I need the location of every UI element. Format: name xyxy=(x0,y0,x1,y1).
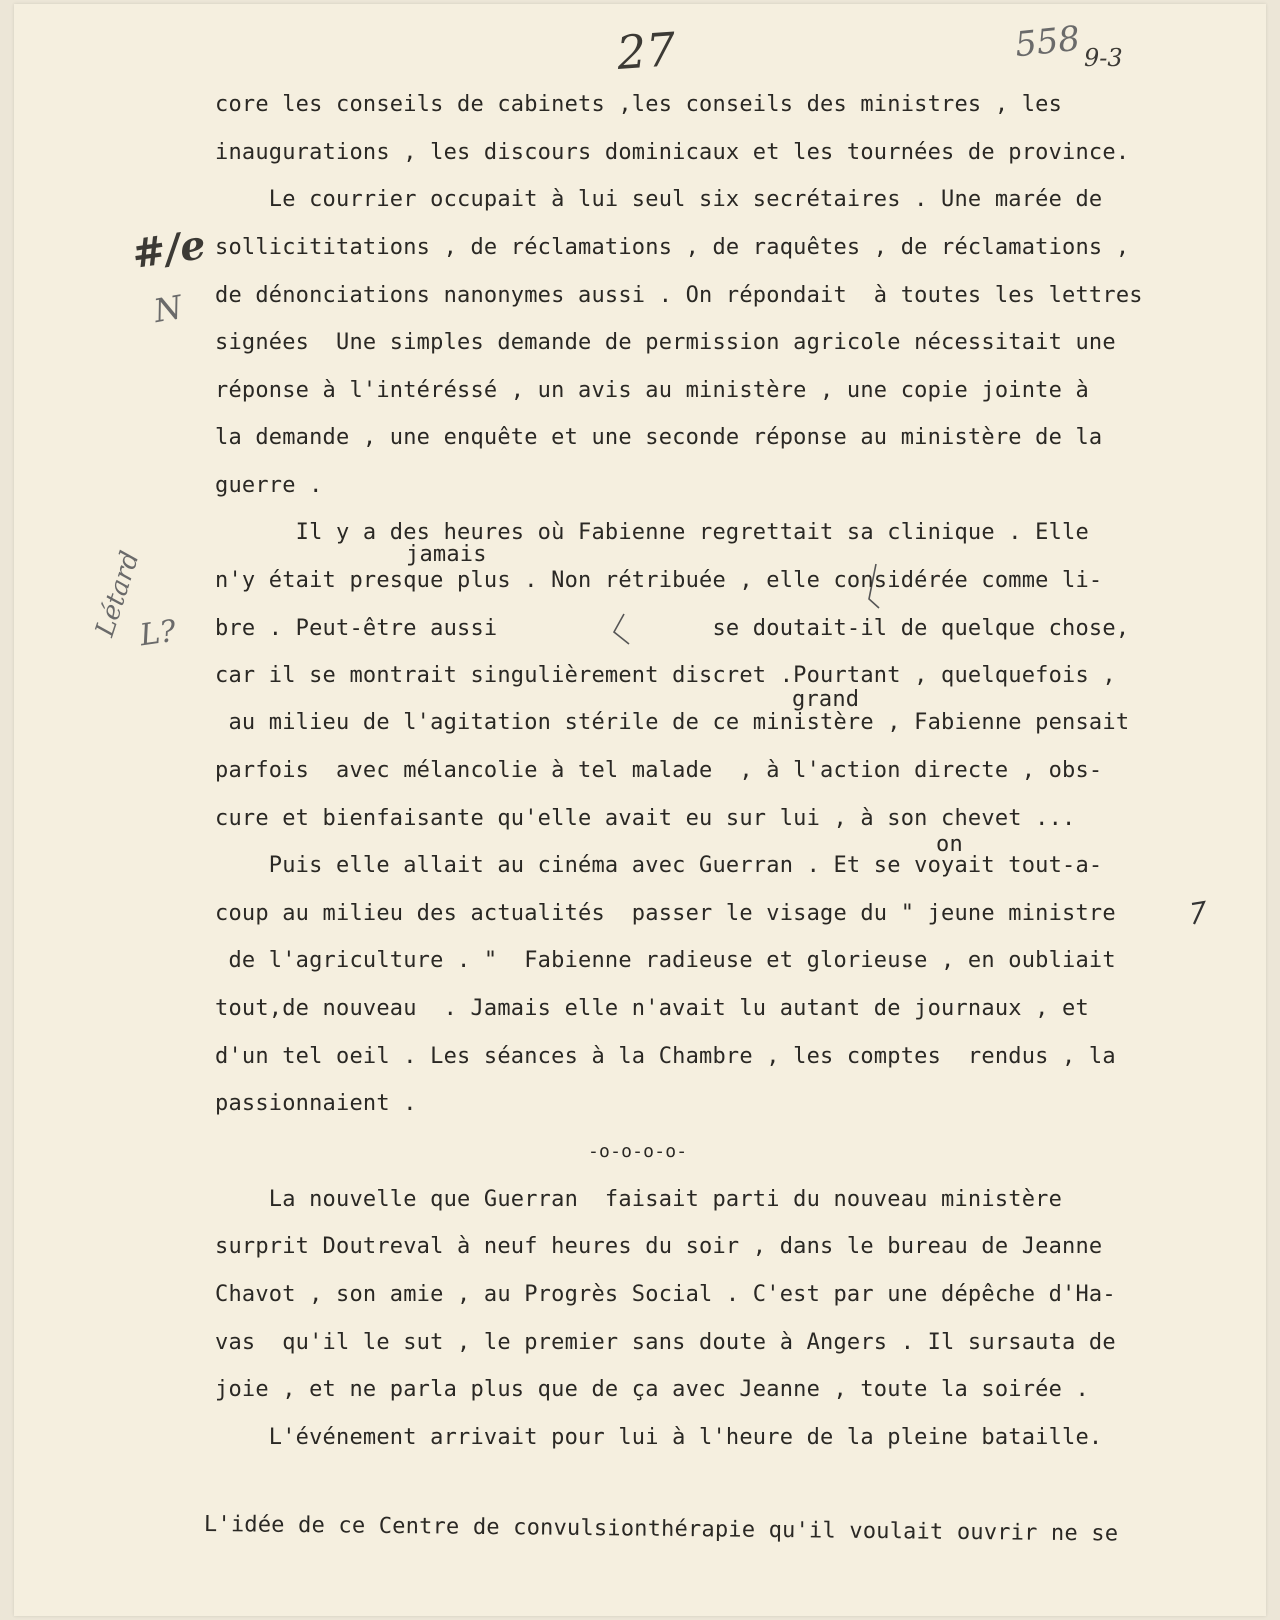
text-line: L'idée de ce Centre de convulsionthérapie qu'il voulait ouvrir ne se xyxy=(203,1512,1119,1547)
text-line: signées Une simples demande de permission agricole nécessitait une xyxy=(215,330,1116,355)
text-line: la demande , une enquête et une seconde réponse au ministère de la xyxy=(215,425,1103,450)
margin-note-typo-mark: #/e xyxy=(129,221,209,278)
section-separator: -o-o-o-o- xyxy=(588,1141,688,1162)
text-line: passionnaient . xyxy=(215,1091,417,1116)
handwritten-page-number: 27 xyxy=(615,22,678,80)
text-line: bre . Peut-être aussi se doutait-il de quelque chose, xyxy=(215,616,1130,641)
text-line: guerre . xyxy=(215,473,323,498)
text-line: core les conseils de cabinets ,les conseils des ministres , les xyxy=(215,92,1063,117)
text-line: Puis elle allait au cinéma avec Guerran . Et se voyait tout-a- xyxy=(215,853,1103,878)
text-line: Il y a des heures où Fabienne regrettait sa clinique . Elle xyxy=(215,520,1089,545)
margin-note-letard: Létard xyxy=(90,547,146,641)
text-line: coup au milieu des actualités passer le visage du " jeune ministre xyxy=(215,901,1116,926)
text-line: car il se montrait singulièrement discret .Pourtant , quelquefois , xyxy=(215,663,1116,688)
text-line: au milieu de l'agitation stérile de ce ministère , Fabienne pensait xyxy=(215,710,1130,735)
interlinear-on: on xyxy=(936,832,963,857)
text-line: Chavot , son amie , au Progrès Social . C'est par une dépêche d'Ha- xyxy=(215,1282,1116,1307)
text-line: Le courrier occupait à lui seul six secrétaires . Une marée de xyxy=(215,187,1103,212)
interlinear-jamais: jamais xyxy=(406,542,487,567)
text-line: d'un tel oeil . Les séances à la Chambre , les comptes rendus , la xyxy=(215,1044,1116,1069)
text-line: tout,de nouveau . Jamais elle n'avait lu autant de journaux , et xyxy=(215,996,1089,1021)
text-line: cure et bienfaisante qu'elle avait eu sur lui , à son chevet ... xyxy=(215,806,1076,831)
typed-page xyxy=(14,4,1266,1616)
margin-note-n: N xyxy=(150,287,186,331)
text-line: joie , et ne parla plus que de ça avec Jeanne , toute la soirée . xyxy=(215,1377,1089,1402)
text-line: parfois avec mélancolie à tel malade , à l'action directe , obs- xyxy=(215,758,1103,783)
text-line: sollicititations , de réclamations , de raquêtes , de réclamations , xyxy=(215,235,1130,260)
page-reference: 9-3 xyxy=(1084,44,1123,72)
text-line: inaugurations , les discours dominicaux et les tournées de province. xyxy=(215,140,1130,165)
text-line: L'événement arrivait pour lui à l'heure de la pleine bataille. xyxy=(215,1425,1103,1450)
text-line: de l'agriculture . " Fabienne radieuse et glorieuse , en oubliait xyxy=(215,948,1116,973)
text-line: vas qu'il le sut , le premier sans doute à Angers . Il sursauta de xyxy=(215,1330,1116,1355)
interlinear-grand: grand xyxy=(792,687,860,712)
text-line: de dénonciations nanonymes aussi . On répondait à toutes les lettres xyxy=(215,283,1143,308)
margin-note-l-question: L? xyxy=(137,613,179,654)
text-line: réponse à l'intéréssé , un avis au ministère , une copie jointe à xyxy=(215,378,1089,403)
text-line: n'y était presque plus . Non rétribuée , elle considérée comme li- xyxy=(215,568,1103,593)
text-line: La nouvelle que Guerran faisait parti du nouveau ministère xyxy=(215,1187,1063,1212)
text-line: surprit Doutreval à neuf heures du soir , dans le bureau de Jeanne xyxy=(215,1234,1103,1259)
archive-number: 558 xyxy=(1013,18,1082,66)
